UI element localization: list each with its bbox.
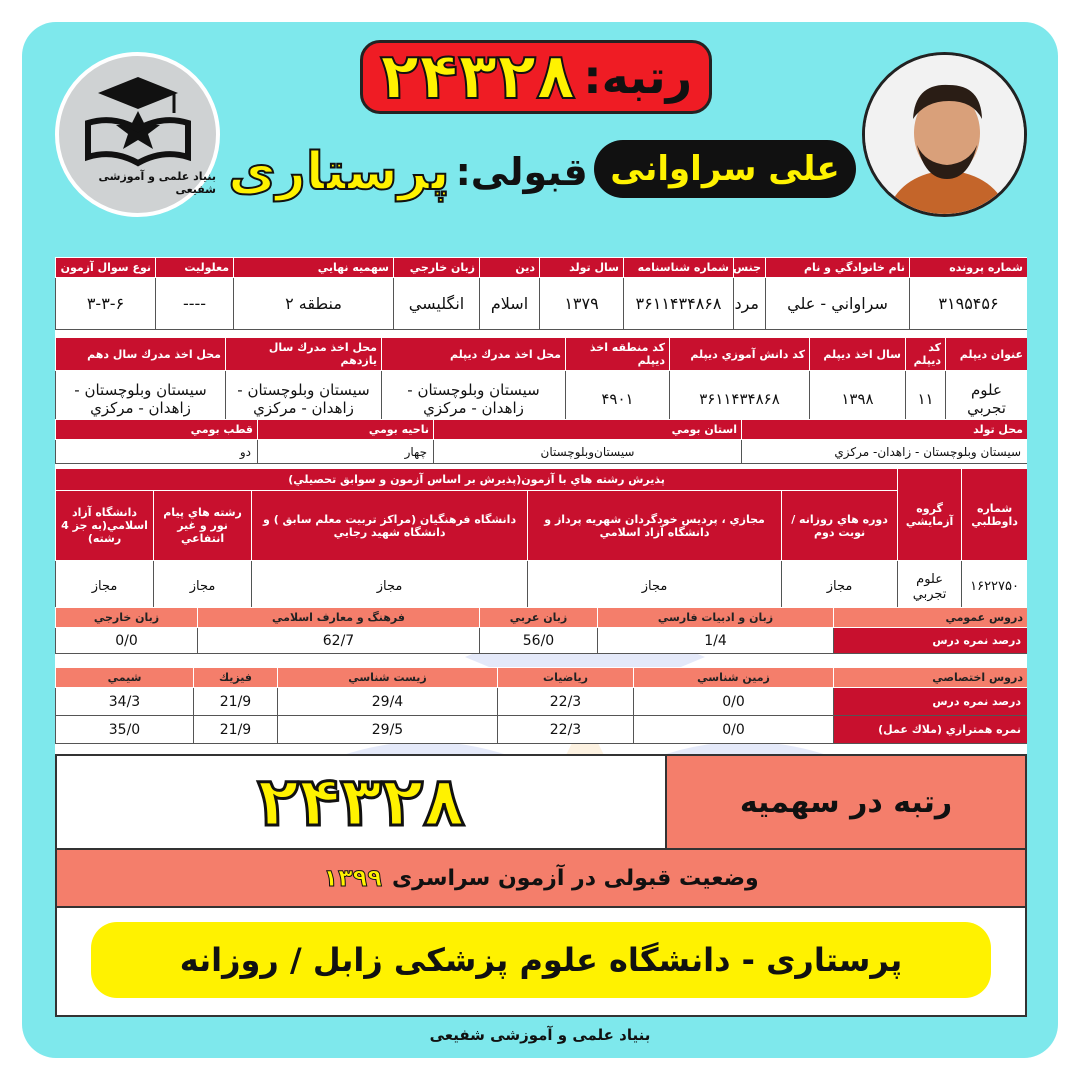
header-azad-university: دانشگاه آزاد اسلامي(به جز 4 رشته) — [56, 491, 154, 561]
general-percent-label: درصد نمره درس — [834, 628, 1028, 654]
header-islamic-culture: فرهنگ و معارف اسلامي — [198, 608, 480, 628]
header-diploma-code: كد ديپلم — [906, 338, 946, 371]
acceptance-value: پرستاری — [228, 142, 450, 202]
persian-score: 1/4 — [598, 628, 834, 654]
grade11-place: سيستان وبلوچستان - زاهدان - مركزي — [226, 371, 382, 427]
header-native-pole: قطب بومي — [56, 420, 258, 440]
header-full-name: نام خانوادگي و نام — [766, 258, 910, 278]
native-province: سيستان‌وبلوچستان — [434, 440, 742, 464]
chemistry-percent: 34/3 — [56, 688, 194, 716]
header-candidate-number: شماره داوطلبي — [962, 469, 1027, 561]
admission-eligibility-table — [55, 468, 1027, 613]
header-foreign-language: زبان خارجي — [394, 258, 480, 278]
diploma-year: ۱۳۹۸ — [810, 371, 906, 427]
arabic-score: 56/0 — [480, 628, 598, 654]
specialized-courses-table — [55, 667, 1027, 744]
acceptance-result: پرستاری - دانشگاه علوم پزشکی زابل / روزانه — [91, 922, 991, 998]
header-general-courses: دروس عمومي — [834, 608, 1028, 628]
candidate-number: ۱۶۲۲۷۵۰ — [962, 561, 1027, 613]
header-native-province: استان بومي — [434, 420, 742, 440]
header-arabic: زبان عربي — [480, 608, 598, 628]
header-diploma-title: عنوان ديپلم — [946, 338, 1028, 371]
diploma-place: سيستان وبلوچستان - زاهدان - مركزي — [382, 371, 566, 427]
question-type: ۳-۳-۶ — [56, 278, 156, 330]
header-id-number: شماره شناسنامه — [624, 258, 734, 278]
person-photo-icon — [865, 55, 1027, 217]
header-physics: فيزيك — [194, 668, 278, 688]
header-chemistry: شيمي — [56, 668, 194, 688]
payamnoor-status: مجاز — [154, 561, 252, 613]
header-grade11-place: محل اخذ مدرك سال يازدهم — [226, 338, 382, 371]
header-region-code: كد منطقه اخذ ديپلم — [566, 338, 670, 371]
graduation-cap-book-icon — [78, 73, 198, 168]
header-disability: معلوليت — [156, 258, 234, 278]
header-student-code: كد دانش آموزي ديپلم — [670, 338, 810, 371]
header-farhangian: دانشگاه فرهنگيان (مراكز تربيت معلم سابق ) و دانشگاه شهيد رجايي — [252, 491, 528, 561]
logo-caption: بنیاد علمی و آموزشی شفیعی — [98, 170, 216, 196]
header-persian: زبان و ادبيات فارسي — [598, 608, 834, 628]
region-code: ۴۹۰۱ — [566, 371, 670, 427]
diploma-code: ۱۱ — [906, 371, 946, 427]
header-final-quota: سهميه نهايي — [234, 258, 394, 278]
native-district: چهار — [258, 440, 434, 464]
student-code: ۳۶۱۱۴۳۴۸۶۸ — [670, 371, 810, 427]
candidate-name-banner — [594, 140, 856, 198]
header-math: رياضيات — [498, 668, 634, 688]
header-grade10-place: محل اخذ مدرك سال دهم — [56, 338, 226, 371]
azad-status: مجاز — [56, 561, 154, 613]
general-courses-table — [55, 607, 1027, 654]
geology-percent: 0/0 — [634, 688, 834, 716]
quota-rank-row — [57, 756, 1025, 848]
header-admission-with-exam: پذيرش رشته هاي با آزمون(پذيرش بر اساس آزمون و سوابق تحصيلي) — [56, 469, 898, 491]
file-number: ۳۱۹۵۴۵۶ — [910, 278, 1028, 330]
institute-logo — [55, 52, 220, 217]
header-specialized-courses: دروس اختصاصي — [834, 668, 1028, 688]
header-biology: زيست شناسي — [278, 668, 498, 688]
quota-rank-label: رتبه در سهمیه — [665, 756, 1025, 848]
header-diploma-year: سال اخذ ديپلم — [810, 338, 906, 371]
birthplace-table — [55, 419, 1027, 464]
virtual-status: مجاز — [528, 561, 782, 613]
diploma-info-table — [55, 337, 1027, 427]
acceptance-status-text: وضعیت قبولی در آزمون سراسری — [391, 865, 759, 891]
birth-year: ۱۳۷۹ — [540, 278, 624, 330]
header-diploma-place: محل اخذ مدرك ديپلم — [382, 338, 566, 371]
id-number: ۳۶۱۱۴۳۴۸۶۸ — [624, 278, 734, 330]
acceptance-year: ۱۳۹۹ — [323, 864, 382, 892]
biology-percent: 29/4 — [278, 688, 498, 716]
header-birth-year: سال تولد — [540, 258, 624, 278]
geology-standardized: 0/0 — [634, 716, 834, 744]
report-card — [55, 257, 1027, 1017]
acceptance-heading — [228, 132, 588, 212]
math-percent: 22/3 — [498, 688, 634, 716]
footer-institute-name: بنیاد علمی و آموزشی شفیعی — [429, 1026, 651, 1044]
header-native-district: ناحيه بومي — [258, 420, 434, 440]
native-pole: دو — [56, 440, 258, 464]
diploma-title: علوم تجربي — [946, 371, 1028, 427]
header-question-type: نوع سوال آزمون — [56, 258, 156, 278]
math-standardized: 22/3 — [498, 716, 634, 744]
header-payamnoor: رشته هاي پيام نور و غير انتفاعي — [154, 491, 252, 561]
foreign-lang-score: 0/0 — [56, 628, 198, 654]
header-daytime-courses: دوره هاي روزانه / نوبت دوم — [782, 491, 898, 561]
result-summary — [55, 754, 1027, 1017]
acceptance-status-row — [57, 848, 1025, 908]
islamic-culture-score: 62/7 — [198, 628, 480, 654]
exam-group: علوم تجربي — [898, 561, 962, 613]
chemistry-standardized: 35/0 — [56, 716, 194, 744]
header-religion: دين — [480, 258, 540, 278]
gender: مرد — [734, 278, 766, 330]
farhangian-status: مجاز — [252, 561, 528, 613]
biology-standardized: 29/5 — [278, 716, 498, 744]
physics-percent: 21/9 — [194, 688, 278, 716]
personal-info-table — [55, 257, 1027, 330]
candidate-photo — [862, 52, 1027, 217]
header-exam-group: گروه آزمايشي — [898, 469, 962, 561]
header-geology: زمين شناسي — [634, 668, 834, 688]
header-file-number: شماره پرونده — [910, 258, 1028, 278]
daytime-status: مجاز — [782, 561, 898, 613]
physics-standardized: 21/9 — [194, 716, 278, 744]
candidate-name: علی سراوانی — [610, 149, 840, 189]
header-gender: جنس — [734, 258, 766, 278]
specialized-percent-label: درصد نمره درس — [834, 688, 1028, 716]
rank-value: ۲۴۳۲۸ — [379, 40, 576, 114]
standardized-score-label: نمره همترازي (ملاك عمل) — [834, 716, 1028, 744]
birth-place: سيستان وبلوچستان - زاهدان- مركزي — [742, 440, 1028, 464]
header-virtual-pardis: مجازي ، پرديس خودگردان شهريه پرداز و دانشگاه آزاد اسلامي — [528, 491, 782, 561]
foreign-language: انگليسي — [394, 278, 480, 330]
full-name: سراواني - علي — [766, 278, 910, 330]
header-birth-place: محل تولد — [742, 420, 1028, 440]
final-quota: منطقه ۲ — [234, 278, 394, 330]
rank-banner — [360, 40, 712, 114]
acceptance-label: قبولی: — [455, 150, 588, 194]
grade10-place: سيستان وبلوچستان - زاهدان - مركزي — [56, 371, 226, 427]
rank-label: رتبه: — [583, 50, 693, 104]
header-foreign-lang-score: زبان خارجي — [56, 608, 198, 628]
disability: ---- — [156, 278, 234, 330]
religion: اسلام — [480, 278, 540, 330]
quota-rank-value: ۲۴۳۲۸ — [257, 762, 465, 842]
